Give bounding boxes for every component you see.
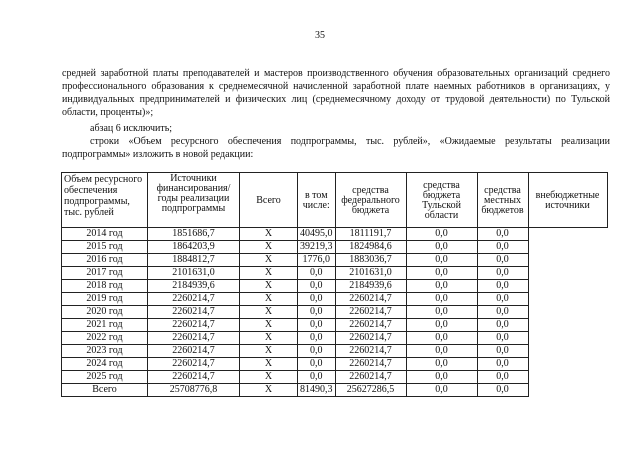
including-cell: X (240, 332, 298, 345)
year-cell: 2014 год (62, 228, 148, 241)
header-sources: Источники финансирования/ годы реализации подпрограммы (148, 173, 240, 228)
regional-cell: 1883036,7 (335, 254, 406, 267)
header-extrabudgetary: внебюджетные источники (528, 173, 607, 228)
local-cell: 0,0 (406, 254, 477, 267)
regional-cell: 2260214,7 (335, 306, 406, 319)
extrabudgetary-cell: 0,0 (477, 358, 528, 371)
header-federal: средства федерального бюджета (335, 173, 406, 228)
regional-cell: 2260214,7 (335, 345, 406, 358)
including-cell: X (240, 254, 298, 267)
federal-cell: 0,0 (298, 345, 336, 358)
regional-cell: 1824984,6 (335, 241, 406, 254)
extrabudgetary-cell: 0,0 (477, 254, 528, 267)
total-cell: 2260214,7 (148, 293, 240, 306)
including-cell: X (240, 371, 298, 384)
total-cell: 2260214,7 (148, 345, 240, 358)
local-cell: 0,0 (406, 358, 477, 371)
including-cell: X (240, 319, 298, 332)
local-cell: 0,0 (406, 267, 477, 280)
paragraph-salary-ratio: средней заработной платы преподавателей и мастеров производственного обучения образовательных организаций среднего профессионального образования к среднемесячной начисленной заработной плате наемных работников в организациях, у индивидуальных предпринимателей и физических лиц (среднемесячному доходу от трудовой деятельности) по Тульской области, проценты)»; (62, 68, 610, 118)
table-row (62, 358, 608, 371)
total-cell: 1851686,7 (148, 228, 240, 241)
total-cell: 2260214,7 (148, 358, 240, 371)
federal-cell: 0,0 (298, 358, 336, 371)
regional-cell: 2260214,7 (335, 358, 406, 371)
including-cell: X (240, 280, 298, 293)
header-total: Всего (240, 173, 298, 228)
federal-cell: 40495,0 (298, 228, 336, 241)
year-cell: 2017 год (62, 267, 148, 280)
total-cell: 1864203,9 (148, 241, 240, 254)
local-cell: 0,0 (406, 280, 477, 293)
regional-cell: 2184939,6 (335, 280, 406, 293)
page-number: 35 (315, 30, 325, 41)
table-row (62, 228, 608, 241)
year-cell: 2015 год (62, 241, 148, 254)
local-cell: 0,0 (406, 306, 477, 319)
local-cell: 0,0 (406, 319, 477, 332)
header-including: в том числе: (298, 173, 336, 228)
federal-cell: 0,0 (298, 280, 336, 293)
regional-cell: 2260214,7 (335, 293, 406, 306)
regional-cell: 1811191,7 (335, 228, 406, 241)
including-cell: X (240, 267, 298, 280)
extrabudgetary-cell: 0,0 (477, 293, 528, 306)
year-cell: 2022 год (62, 332, 148, 345)
including-cell: X (240, 384, 298, 397)
including-cell: X (240, 293, 298, 306)
table-header-row (62, 173, 608, 228)
table-row (62, 319, 608, 332)
total-cell: 2101631,0 (148, 267, 240, 280)
regional-cell: 25627286,5 (335, 384, 406, 397)
including-cell: X (240, 228, 298, 241)
total-cell: 2184939,6 (148, 280, 240, 293)
local-cell: 0,0 (406, 371, 477, 384)
table-row (62, 254, 608, 267)
local-cell: 0,0 (406, 241, 477, 254)
including-cell: X (240, 306, 298, 319)
including-cell: X (240, 358, 298, 371)
extrabudgetary-cell: 0,0 (477, 345, 528, 358)
extrabudgetary-cell: 0,0 (477, 384, 528, 397)
year-cell: 2024 год (62, 358, 148, 371)
regional-cell: 2260214,7 (335, 319, 406, 332)
extrabudgetary-cell: 0,0 (477, 267, 528, 280)
year-cell: Всего (62, 384, 148, 397)
federal-cell: 0,0 (298, 293, 336, 306)
regional-cell: 2260214,7 (335, 332, 406, 345)
funding-table (61, 172, 608, 397)
year-cell: 2019 год (62, 293, 148, 306)
table-row (62, 332, 608, 345)
table-row (62, 384, 608, 397)
table-row (62, 241, 608, 254)
total-cell: 1884812,7 (148, 254, 240, 267)
table-row (62, 371, 608, 384)
year-cell: 2018 год (62, 280, 148, 293)
local-cell: 0,0 (406, 384, 477, 397)
extrabudgetary-cell: 0,0 (477, 371, 528, 384)
extrabudgetary-cell: 0,0 (477, 306, 528, 319)
federal-cell: 0,0 (298, 371, 336, 384)
extrabudgetary-cell: 0,0 (477, 280, 528, 293)
year-cell: 2021 год (62, 319, 148, 332)
total-cell: 2260214,7 (148, 332, 240, 345)
header-regional: средства бюджета Тульской области (406, 173, 477, 228)
regional-cell: 2260214,7 (335, 371, 406, 384)
extrabudgetary-cell: 0,0 (477, 332, 528, 345)
year-cell: 2020 год (62, 306, 148, 319)
local-cell: 0,0 (406, 345, 477, 358)
paragraph-new-edition: строки «Объем ресурсного обеспечения подпрограммы, тыс. рублей», «Ожидаемые результаты реализации подпрограммы» изложить в новой редакции: (62, 136, 610, 160)
federal-cell: 0,0 (298, 332, 336, 345)
total-cell: 25708776,8 (148, 384, 240, 397)
federal-cell: 0,0 (298, 306, 336, 319)
extrabudgetary-cell: 0,0 (477, 228, 528, 241)
local-cell: 0,0 (406, 228, 477, 241)
federal-cell: 1776,0 (298, 254, 336, 267)
year-cell: 2023 год (62, 345, 148, 358)
federal-cell: 81490,3 (298, 384, 336, 397)
total-cell: 2260214,7 (148, 306, 240, 319)
local-cell: 0,0 (406, 332, 477, 345)
extrabudgetary-cell: 0,0 (477, 241, 528, 254)
federal-cell: 39219,3 (298, 241, 336, 254)
table-row (62, 280, 608, 293)
federal-cell: 0,0 (298, 267, 336, 280)
including-cell: X (240, 345, 298, 358)
row-label-resource-volume: Объем ресурсного обеспечения подпрограммы, тыс. рублей (62, 173, 148, 228)
local-cell: 0,0 (406, 293, 477, 306)
including-cell: X (240, 241, 298, 254)
total-cell: 2260214,7 (148, 371, 240, 384)
regional-cell: 2101631,0 (335, 267, 406, 280)
extrabudgetary-cell: 0,0 (477, 319, 528, 332)
total-cell: 2260214,7 (148, 319, 240, 332)
header-local: средства местных бюджетов (477, 173, 528, 228)
federal-cell: 0,0 (298, 319, 336, 332)
paragraph-exclude: абзац 6 исключить; (90, 123, 173, 134)
table-row (62, 267, 608, 280)
year-cell: 2016 год (62, 254, 148, 267)
table-row (62, 293, 608, 306)
table-row (62, 345, 608, 358)
year-cell: 2025 год (62, 371, 148, 384)
table-body (62, 228, 608, 397)
table-row (62, 306, 608, 319)
